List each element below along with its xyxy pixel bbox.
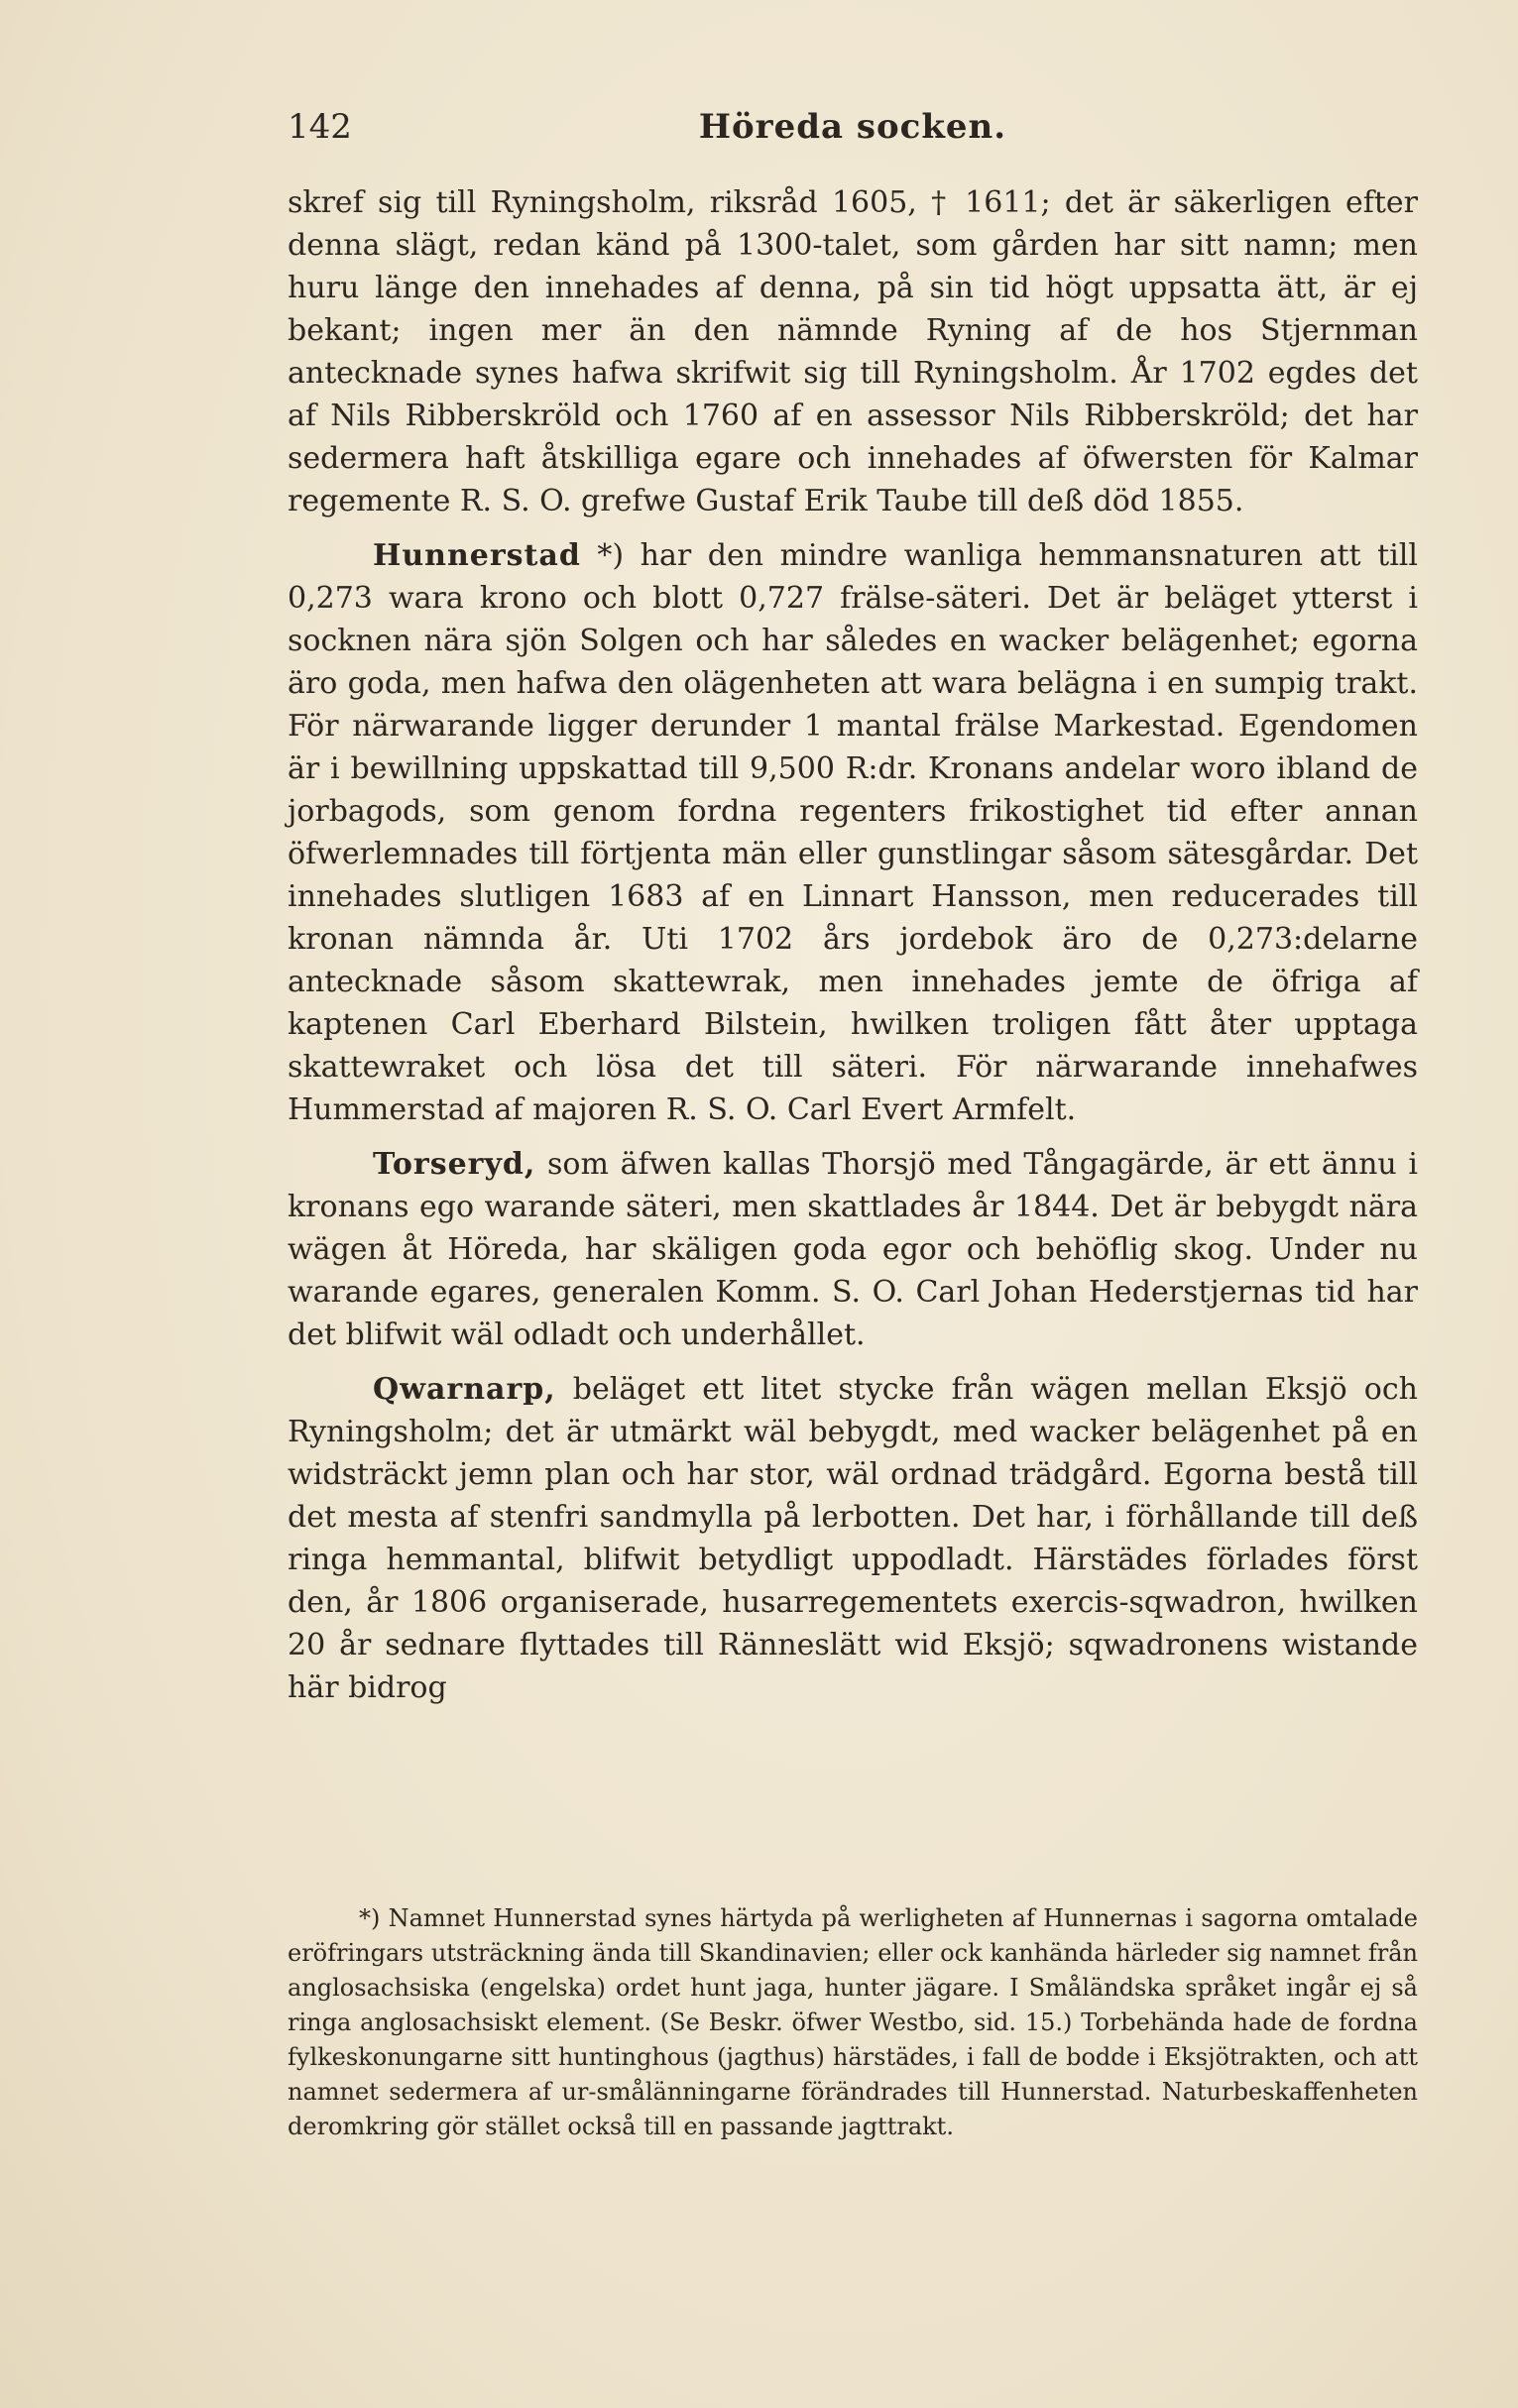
paragraph-text: skref sig till Ryningsholm, riksråd 1605, † 1611; det är säkerligen efter denna slägt, redan känd på 1300-talet, som gården har sitt namn; men huru länge den innehades af denna, på sin tid högt uppsatta ätt, är ej bekant; ingen mer än den nämnde Ryning af de hos Stjernman antecknade synes hafwa skrifwit sig till Ryningsholm. År 1702 egdes det af Nils Ribberskröld och 1760 af en assessor Nils Ribberskröld; det har sedermera haft åtskilliga egare och innehades af öfwersten för Kalmar regemente R. S. O. grefwe Gustaf Erik Taube till deß död 1855. bbox=[288, 185, 1418, 518]
paragraph-text: *) har den mindre wanliga hemmansnaturen att till 0,273 wara krono och blott 0,727 frälse-säteri. Det är beläget ytterst i socknen nära sjön Solgen och har således en wacker belägenhet; egorna äro goda, men hafwa den olägenheten att wara belägna i en sumpig trakt. För närwarande ligger derunder 1 mantal frälse Markestad. Egendomen är i bewillning uppskattad till 9,500 R:dr. Kronans andelar woro ibland de jorbagods, som genom fordna regenters frikostighet tid efter annan öfwerlemnades till förtjenta män eller gunstlingar såsom sätesgårdar. Det innehades slutligen 1683 af en Linnart Hansson, men reducerades till kronan nämnda år. Uti 1702 års jordebok äro de 0,273:delarne antecknade såsom skattewrak, men innehades jemte de öfriga af kaptenen Carl Eberhard Bilstein, hwilken troligen fått åter upptaga skattewraket och lösa det till säteri. För närwarande innehafwes Hummerstad af majoren R. S. O. Carl Evert Armfelt. bbox=[288, 538, 1418, 1127]
paragraph-torseryd bbox=[288, 1143, 1418, 1356]
lemma-hunnerstad: Hunnerstad bbox=[373, 538, 581, 573]
page-header bbox=[288, 107, 1418, 157]
running-title: Höreda socken. bbox=[698, 107, 1007, 147]
footnotes bbox=[288, 1901, 1418, 2144]
main-text bbox=[288, 181, 1418, 1709]
footnote-hunnerstad: *) Namnet Hunnerstad synes härtyda på werligheten af Hunnernas i sagorna omtalade eröfringars utsträckning ända till Skandinavien; eller ock kanhända härleder sig namnet från anglosachsiska (engelska) ordet hunt jaga, hunter jägare. I Småländska språket ingår ej så ringa anglosachsiskt element. (Se Beskr. öfwer Westbo, sid. 15.) Torbehända hade de fordna fylkeskonungarne sitt huntinghous (jagthus) härstädes, i fall de bodde i Eksjötrakten, och att namnet sedermera af ur-smålänningarne förändrades till Hunnerstad. Naturbeskaffenheten deromkring gör stället också till en passande jagttrakt. bbox=[288, 1904, 1418, 2140]
paragraph-hunnerstad bbox=[288, 534, 1418, 1131]
paragraph-qwarnarp bbox=[288, 1368, 1418, 1709]
paragraph-ryningsholm bbox=[288, 181, 1418, 522]
page-number: 142 bbox=[288, 107, 352, 147]
lemma-torseryd: Torseryd, bbox=[373, 1147, 536, 1182]
lemma-qwarnarp: Qwarnarp, bbox=[373, 1372, 556, 1407]
paragraph-text: beläget ett litet stycke från wägen mellan Eksjö och Ryningsholm; det är utmärkt wäl bebygdt, med wacker belägenhet på en widsträckt jemn plan och har stor, wäl ordnad trädgård. Egorna bestå till det mesta af stenfri sandmylla på lerbotten. Det har, i förhållande till deß ringa hemmantal, blifwit betydligt uppodladt. Härstädes förlades först den, år 1806 organiserade, husarregementets exercis-sqwadron, hwilken 20 år sednare flyttades till Ränneslätt wid Eksjö; sqwadronens wistande här bidrog bbox=[288, 1372, 1418, 1705]
paragraph-text: som äfwen kallas Thorsjö med Tångagärde, är ett ännu i kronans ego warande säteri, men skattlades år 1844. Det är bebygdt nära wägen åt Höreda, har skäligen goda egor och behöflig skog. Under nu warande egares, generalen Komm. S. O. Carl Johan Hederstjernas tid har det blifwit wäl odladt och underhållet. bbox=[288, 1147, 1418, 1352]
